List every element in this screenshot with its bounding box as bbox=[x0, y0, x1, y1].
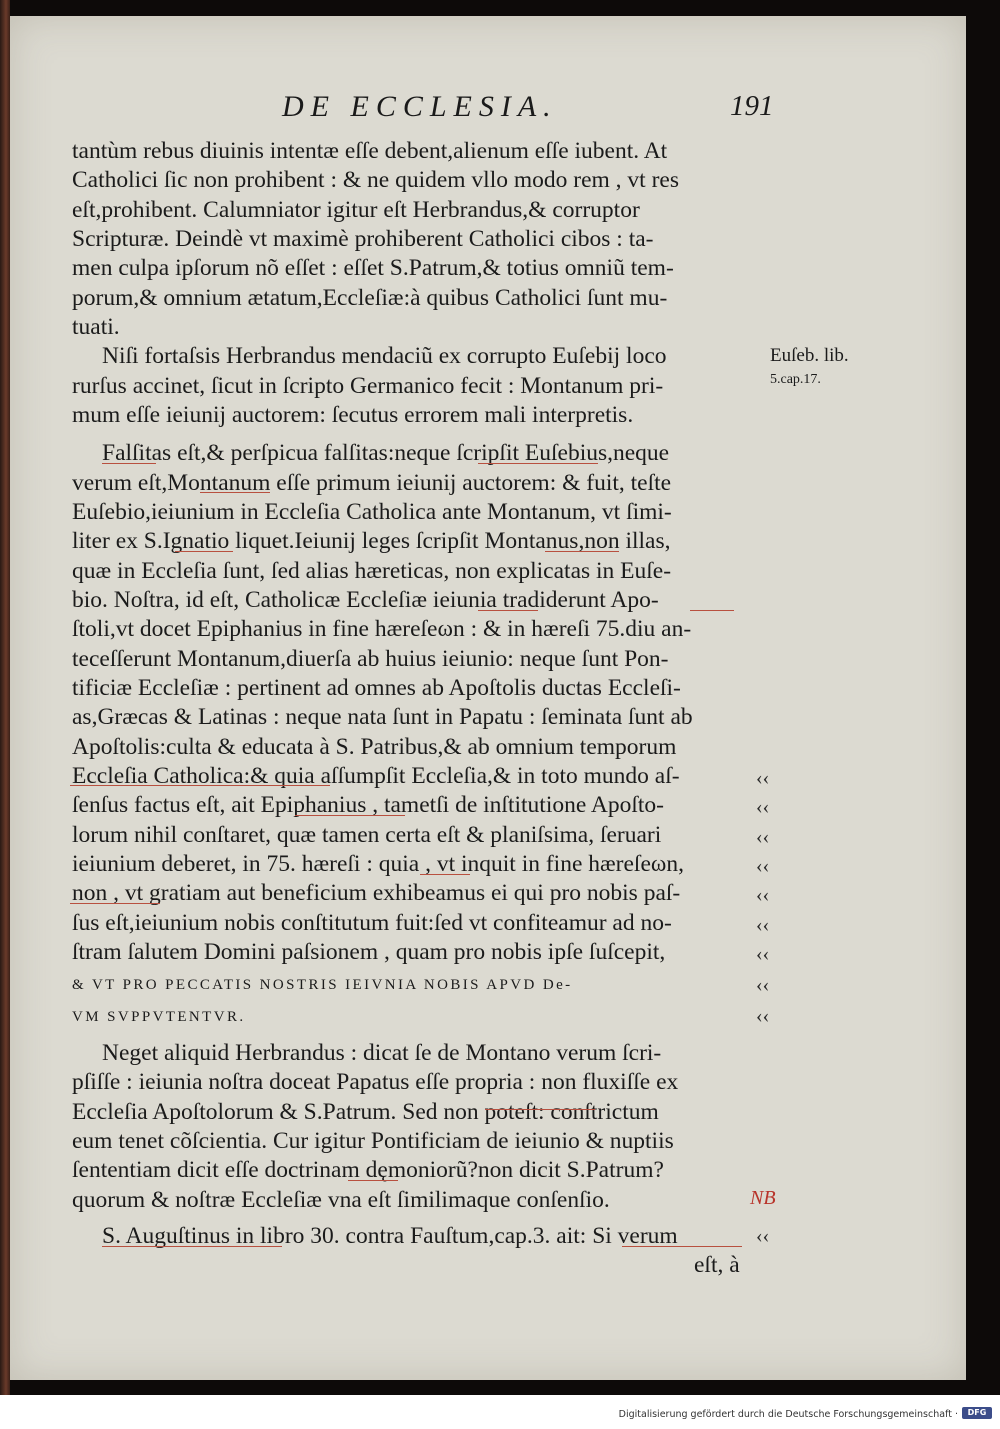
red-underline bbox=[295, 815, 405, 816]
text-line: porum,& omnium ætatum,Eccleſiæ:à quibus Catholici ſunt mu- bbox=[72, 285, 668, 311]
text-line: non , vt gratiam aut beneficium exhibeamus ei qui pro nobis paſ- bbox=[72, 880, 681, 906]
quotation-mark: ‹‹ bbox=[756, 826, 770, 848]
quotation-mark: ‹‹ bbox=[756, 796, 770, 818]
text-line: mum eſſe ieiunij auctorem: ſecutus errorem mali interpretis. bbox=[72, 402, 634, 428]
quotation-mark: ‹‹ bbox=[756, 974, 770, 996]
red-underline bbox=[348, 1180, 398, 1181]
text-line: ieiunium deberet, in 75. hæreſi : quia , vt inquit in fine hæreſeωn, bbox=[72, 851, 684, 877]
text-line: verum eſt,Montanum eſſe primum ieiunij auctorem: & fuit, teſte bbox=[72, 470, 672, 496]
red-underline bbox=[175, 551, 233, 552]
text-line: liter ex S.Ignatio liquet.Ieiunij leges ſcripſit Montanus,non illas, bbox=[72, 528, 671, 554]
text-line: tuati. bbox=[72, 314, 120, 340]
text-line: quorum & noſtræ Eccleſiæ vna eſt ſimilimaque conſenſio. bbox=[72, 1187, 610, 1213]
red-underline bbox=[545, 551, 619, 552]
text-line: Eccleſia Catholica:& quia aſſumpſit Eccleſia,& in toto mundo aſ- bbox=[72, 763, 680, 789]
text-line: teceſſerunt Montanum,diuerſa ab huius ieiunio: neque ſunt Pon- bbox=[72, 646, 669, 672]
red-annotation-mark: NB bbox=[750, 1187, 776, 1209]
red-underline bbox=[70, 785, 330, 786]
red-underline bbox=[200, 492, 270, 493]
text-line: eum tenet cõſcientia. Cur igitur Pontificiam de ieiunio & nuptiis bbox=[72, 1128, 674, 1154]
text-line: rurſus accinet, ſicut in ſcripto Germanico fecit : Montanum pri- bbox=[72, 373, 664, 399]
text-line: Neget aliquid Herbrandus : dicat ſe de Montano verum ſcri- bbox=[102, 1040, 662, 1066]
text-line: ſtoli,vt docet Epiphanius in fine hæreſeωn : & in hæreſi 75.diu an- bbox=[72, 616, 692, 642]
catchword: eſt, à bbox=[694, 1252, 740, 1278]
red-underline bbox=[102, 1246, 282, 1247]
text-line: ſus eſt,ieiunium nobis conſtitutum fuit:ſed vt confiteamur ad no- bbox=[72, 910, 672, 936]
text-line: ſententiam dicit eſſe doctrinam dęmoniorũ?non dicit S.Patrum? bbox=[72, 1157, 664, 1183]
book-page bbox=[10, 16, 966, 1380]
quotation-mark: ‹‹ bbox=[756, 767, 770, 789]
text-line: men culpa ipſorum nõ eſſet : eſſet S.Patrum,& totius omniũ tem- bbox=[72, 255, 674, 281]
text-line: bio. Noſtra, id eſt, Catholicæ Eccleſiæ ieiunia tradiderunt Apo- bbox=[72, 587, 659, 613]
margin-reference: 5.cap.17. bbox=[770, 372, 821, 387]
red-underline bbox=[622, 1246, 742, 1247]
red-strikethrough bbox=[485, 1109, 595, 1110]
running-head bbox=[10, 90, 966, 130]
red-underline bbox=[102, 463, 156, 464]
text-line: Euſebio,ieiunium in Eccleſia Catholica ante Montanum, vt ſimi- bbox=[72, 499, 672, 525]
quotation-mark: ‹‹ bbox=[756, 1005, 770, 1027]
red-underline bbox=[478, 610, 538, 611]
text-line: Niſi fortaſsis Herbrandus mendaciũ ex corrupto Euſebij loco bbox=[102, 343, 667, 369]
quotation-mark: ‹‹ bbox=[756, 943, 770, 965]
red-underline bbox=[70, 903, 160, 904]
quotation-mark: ‹‹ bbox=[756, 914, 770, 936]
running-head-title: DE ECCLESIA. bbox=[282, 90, 558, 123]
quotation-mark: ‹‹ bbox=[756, 1225, 770, 1247]
text-line: VM SVPPVTENTVR. bbox=[72, 1009, 246, 1025]
text-line: pſiſſe : ieiunia noſtra doceat Papatus eſſe propria : non fluxiſſe ex bbox=[72, 1069, 679, 1095]
quotation-mark: ‹‹ bbox=[756, 855, 770, 877]
book-spine bbox=[0, 0, 10, 1395]
text-line: & VT PRO PECCATIS NOSTRIS IEIVNIA NOBIS APVD De- bbox=[72, 977, 573, 993]
quotation-mark: ‹‹ bbox=[756, 884, 770, 906]
text-line: quæ in Eccleſia ſunt, ſed alias hæreticas, non explicatas in Euſe- bbox=[72, 558, 672, 584]
red-underline bbox=[478, 463, 598, 464]
funding-credit: Digitalisierung gefördert durch die Deutsche Forschungsgemeinschaft · bbox=[618, 1409, 958, 1420]
text-line: ſenſus factus eſt, ait Epiphanius , tametſi de inſtitutione Apoſto- bbox=[72, 792, 664, 818]
text-line: lorum nihil conſtaret, quæ tamen certa eſt & planiſsima, ſeruari bbox=[72, 822, 662, 848]
red-underline bbox=[420, 874, 470, 875]
text-line: ſtram ſalutem Domini paſsionem , quam pro nobis ipſe ſuſcepit, bbox=[72, 939, 666, 965]
red-underline bbox=[690, 610, 734, 611]
text-line: Apoſtolis:culta & educata à S. Patribus,& ab omnium temporum bbox=[72, 734, 677, 760]
margin-reference: Euſeb. lib. bbox=[770, 345, 849, 366]
dfg-logo: DFG bbox=[962, 1407, 992, 1419]
text-line: S. Auguſtinus in libro 30. contra Fauſtum,cap.3. ait: Si verum bbox=[102, 1223, 678, 1249]
text-line: Eccleſia Apoſtolorum & S.Patrum. Sed non poteſt: conſtrictum bbox=[72, 1099, 659, 1125]
text-line: Scripturæ. Deindè vt maximè prohiberent Catholici cibos : ta- bbox=[72, 226, 654, 252]
text-line: Catholici ſic non prohibent : & ne quidem vllo modo rem , vt res bbox=[72, 167, 679, 193]
page-number: 191 bbox=[730, 90, 774, 122]
text-line: as,Græcas & Latinas : neque nata ſunt in Papatu : ſeminata ſunt ab bbox=[72, 704, 693, 730]
text-line: Falſitas eſt,& perſpicua falſitas:neque ſcripſit Euſebius,neque bbox=[102, 440, 670, 466]
text-line: tantùm rebus diuinis intentæ eſſe debent,alienum eſſe iubent. At bbox=[72, 138, 668, 164]
digitization-footer bbox=[0, 1395, 1000, 1429]
text-line: tificiæ Eccleſiæ : pertinent ad omnes ab Apoſtolis ductas Eccleſi- bbox=[72, 675, 681, 701]
text-line: eſt,prohibent. Calumniator igitur eſt Herbrandus,& corruptor bbox=[72, 197, 640, 223]
